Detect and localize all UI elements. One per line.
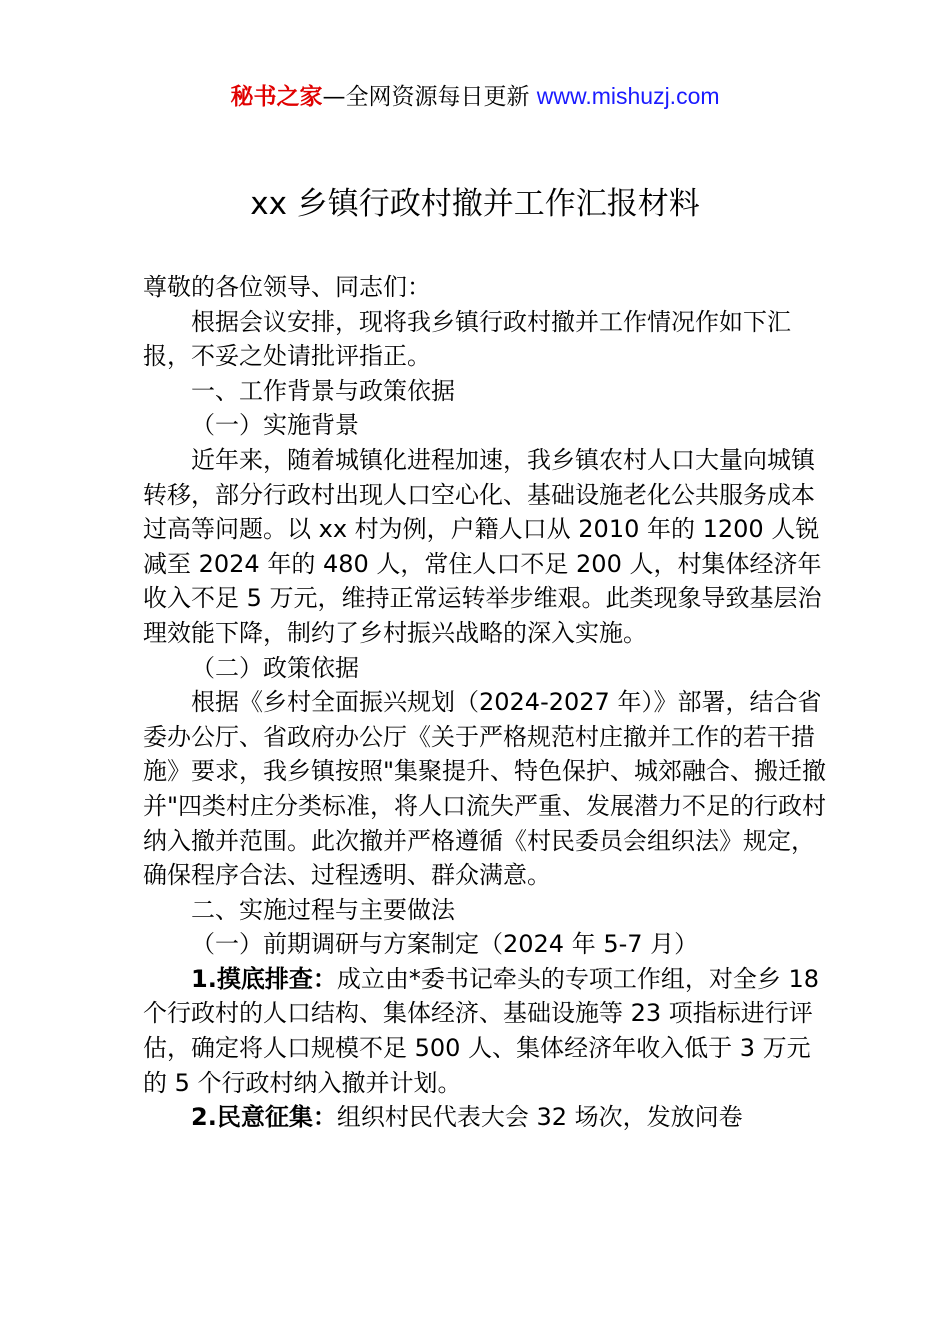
background-paragraph: 近年来，随着城镇化进程加速，我乡镇农村人口大量向城镇转移，部分行政村出现人口空心化、基础设施老化公共服务成本过高等问题。以 xx 村为例，户籍人口从 2010 年的 1200 人锐减至 2024 年的 480 人，常住人口不足 200 人，村集体经济年收入不足 5 万元，维持正常运转举步维艰。此类现象导致基层治理效能下降，制约了乡村振兴战略的深入实施。 bbox=[143, 445, 822, 647]
item-investigation bbox=[143, 962, 833, 1100]
item-investigation-lead: 1.摸底排查： bbox=[191, 964, 337, 993]
section1-subheading-policy: （二）政策依据 bbox=[191, 653, 359, 682]
section1-heading: 一、工作背景与政策依据 bbox=[191, 376, 455, 405]
document-title: xx 乡镇行政村撤并工作汇报材料 bbox=[250, 186, 700, 222]
section2-subheading-research: （一）前期调研与方案制定（2024 年 5-7 月） bbox=[191, 930, 699, 959]
site-tagline: —全网资源每日更新 bbox=[322, 84, 537, 110]
section1-subheading-background: （一）实施背景 bbox=[191, 411, 359, 440]
item-investigation-text: 成立由*委书记牵头的专项工作组，对全乡 18 个行政村的人口结构、集体经济、基础设施等 23 项指标进行评估，确定将人口规模不足 500 人、集体经济年收入低于 3 万元的 5 个行政村纳入撤并计划。 bbox=[143, 964, 819, 1097]
section2-heading: 二、实施过程与主要做法 bbox=[191, 895, 455, 924]
document-body bbox=[143, 270, 833, 1135]
intro-paragraph: 根据会议安排，现将我乡镇行政村撤并工作情况作如下汇报，不妥之处请批评指正。 bbox=[143, 307, 791, 371]
item-opinion-text: 组织村民代表大会 32 场次，发放问卷 bbox=[336, 1103, 743, 1132]
site-brand: 秘书之家 bbox=[230, 84, 323, 110]
item-opinion-lead: 2.民意征集： bbox=[191, 1103, 337, 1132]
salutation: 尊敬的各位领导、同志们： bbox=[143, 273, 431, 301]
site-url[interactable]: www.mishuzj.com bbox=[536, 83, 720, 109]
site-header bbox=[0, 80, 950, 113]
item-opinion-collection bbox=[143, 1100, 833, 1135]
policy-paragraph: 根据《乡村全面振兴规划（2024-2027 年）》部署，结合省委办公厅、省政府办公厅《关于严格规范村庄撤并工作的若干措施》要求，我乡镇按照"集聚提升、特色保护、城郊融合、搬迁撤并"四类村庄分类标准，将人口流失严重、发展潜力不足的行政村纳入撤并范围。此次撤并严格遵循《村民委员会组织法》规定，确保程序合法、过程透明、群众满意。 bbox=[143, 688, 827, 890]
